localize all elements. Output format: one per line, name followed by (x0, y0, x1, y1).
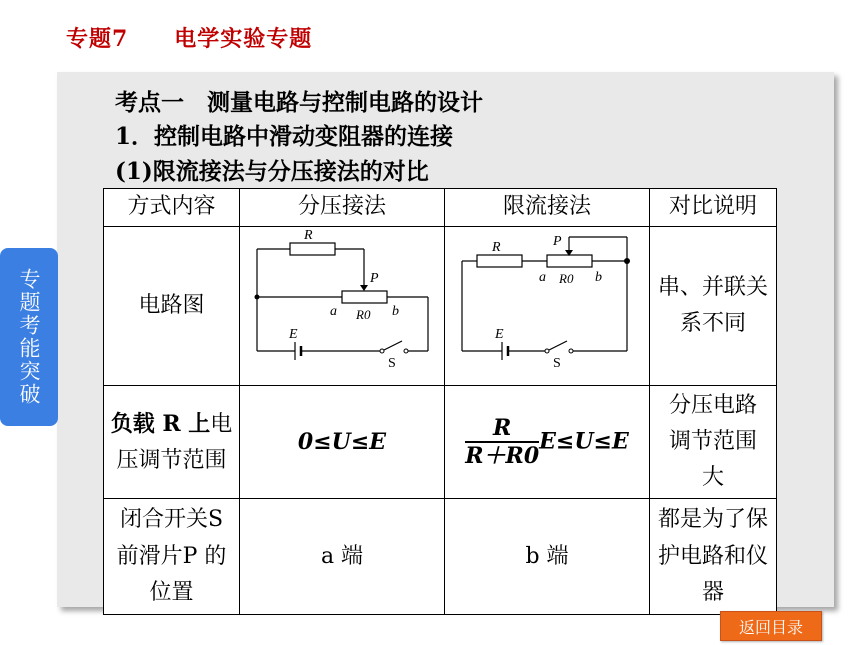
label-rheostat: R0 (356, 307, 371, 322)
row-label-range (104, 386, 240, 499)
label-end-b: b (392, 304, 399, 319)
back-to-contents-button[interactable]: 返回目录 (720, 611, 822, 641)
fraction-numerator: R (465, 415, 539, 443)
row-label-circuit: 电路图 (104, 227, 240, 386)
label-resistor: R (492, 240, 501, 255)
label-slider: P (370, 271, 379, 286)
side-tab[interactable] (0, 248, 58, 426)
limit-circuit-diagram (447, 227, 647, 373)
label-source: E (495, 327, 504, 342)
table-row (104, 227, 777, 386)
header-divider: 分压接法 (240, 189, 445, 227)
table-row (104, 386, 777, 499)
note-range: 分压电路调节范围大 (650, 386, 777, 499)
header-note: 对比说明 (650, 189, 777, 227)
label-end-a: a (539, 270, 546, 285)
header-limit: 限流接法 (445, 189, 650, 227)
section-heading: 考点一 测量电路与控制电路的设计 (115, 89, 483, 116)
divider-range: 0≤U≤E (240, 386, 445, 499)
limit-circuit-cell (445, 227, 650, 386)
label-rheostat: R0 (559, 271, 574, 286)
subsection-heading: 1．控制电路中滑动变阻器的连接 (115, 123, 454, 150)
comparison-table (103, 188, 777, 615)
range-label-bold: 负载 R 上 (110, 410, 211, 437)
label-end-b: b (595, 270, 602, 285)
label-switch: S (388, 356, 396, 371)
label-switch: S (553, 356, 561, 371)
range-label-rest: 电压调节范围 (116, 411, 233, 473)
table-header-row (104, 189, 777, 227)
limit-range-fraction (465, 415, 539, 470)
table-row (104, 499, 777, 615)
header-method: 方式内容 (104, 189, 240, 227)
note-position: 都是为了保护电路和仪器 (650, 499, 777, 615)
divider-position: a 端 (240, 499, 445, 615)
row-label-position: 闭合开关S 前滑片P 的位置 (104, 499, 240, 615)
comparison-heading: (1)限流接法与分压接法的对比 (115, 158, 429, 185)
label-slider: P (553, 234, 562, 249)
fraction-denominator: R＋R0 (465, 443, 540, 470)
divider-circuit-diagram (242, 227, 442, 373)
label-source: E (289, 327, 298, 342)
note-circuit: 串、并联关系不同 (650, 227, 777, 386)
topic-title: 专题7 电学实验专题 (66, 26, 313, 52)
limit-range (445, 386, 650, 499)
side-tab-label: 专题考能突破 (17, 268, 41, 406)
divider-circuit-cell (240, 227, 445, 386)
limit-position: b 端 (445, 499, 650, 615)
limit-range-tail: E≤U≤E (539, 428, 629, 455)
label-resistor: R (304, 228, 313, 243)
label-end-a: a (330, 304, 337, 319)
